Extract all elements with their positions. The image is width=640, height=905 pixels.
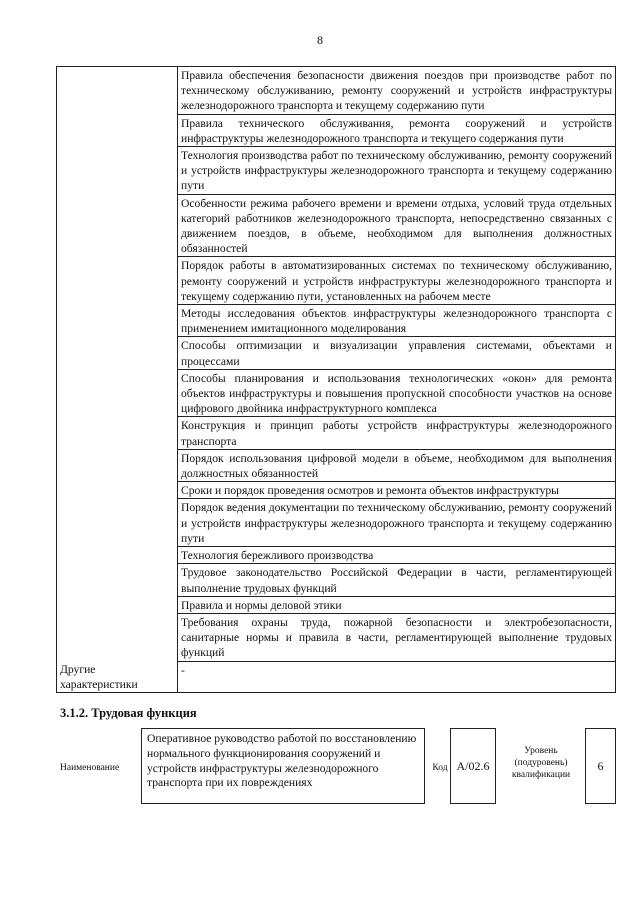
table-row [57, 67, 616, 115]
required-knowledge-label-cell [57, 67, 178, 662]
knowledge-item: Способы оптимизации и визуализации управления системами, объектами и процессами [178, 337, 616, 369]
knowledge-item: Порядок ведения документации по техническому обслуживанию, ремонту сооружений и устройств инфраструктуры железнодорожного транспорта и текущему содержанию пути [178, 499, 616, 547]
knowledge-item: Требования охраны труда, пожарной безопасности и электробезопасности, санитарные нормы и правила в части, регламентирующей выполнение трудовых функций [178, 613, 616, 661]
knowledge-item: Порядок использования цифровой модели в объеме, необходимом для выполнения должностных обязанностей [178, 449, 616, 481]
knowledge-item: Правила обеспечения безопасности движения поездов при производстве работ по техническому обслуживанию, ремонту сооружений и устройств инфраструктуры железнодорожного транспорта и текущему содержанию пути [178, 67, 616, 115]
page-number: 8 [317, 33, 323, 47]
knowledge-item: Трудовое законодательство Российской Федерации в части, регламентирующей выполнение трудовых функций [178, 564, 616, 596]
knowledge-item: Технология бережливого производства [178, 547, 616, 564]
other-characteristics-value: - [178, 661, 616, 693]
name-value: Оперативное руководство работой по восстановлению нормального функционирования сооружений и устройств инфраструктуры железнодорожного транспорта при их повреждениях [141, 728, 425, 804]
knowledge-item: Правила технического обслуживания, ремонта сооружений и устройств инфраструктуры железнодорожного транспорта и текущего содержания пути [178, 114, 616, 146]
knowledge-item: Порядок работы в автоматизированных системах по техническому обслуживанию, ремонту сооружений и устройств инфраструктуры железнодорожного транспорта и текущему содержанию пути, установленных на рабочем месте [178, 257, 616, 305]
code-value: А/02.6 [450, 728, 496, 804]
knowledge-item: Сроки и порядок проведения осмотров и ремонта объектов инфраструктуры [178, 482, 616, 499]
name-label: Наименование [60, 763, 120, 773]
other-characteristics-label: Другие характеристики [57, 661, 178, 693]
knowledge-item: Особенности режима рабочего времени и времени отдыха, условий труда отдельных категорий работников железнодорожного транспорта, непосредственно связанных с движением поездов, в объеме, необходимом для выполнения должностных обязанностей [178, 194, 616, 257]
knowledge-item: Технология производства работ по техническому обслуживанию, ремонту сооружений и устройств инфраструктуры железнодорожного транспорта и текущему содержанию пути [178, 147, 616, 195]
knowledge-item: Правила и нормы деловой этики [178, 596, 616, 613]
knowledge-item: Методы исследования объектов инфраструктуры железнодорожного транспорта с применением имитационного моделирования [178, 305, 616, 337]
knowledge-table [56, 66, 616, 693]
section-heading: 3.1.2. Трудовая функция [60, 706, 197, 720]
qualification-level-value: 6 [585, 728, 616, 804]
table-row [57, 661, 616, 693]
knowledge-item: Способы планирования и использования технологических «окон» для ремонта объектов инфраструктуры и повышения пропускной способности участков на основе цифрового двойника инфраструктурного комплекса [178, 369, 616, 417]
labor-function-block [60, 728, 616, 804]
code-label: Код [432, 763, 448, 773]
knowledge-item: Конструкция и принцип работы устройств инфраструктуры железнодорожного транспорта [178, 417, 616, 449]
qualification-level-label: Уровень (подуровень) квалификации [511, 746, 571, 780]
